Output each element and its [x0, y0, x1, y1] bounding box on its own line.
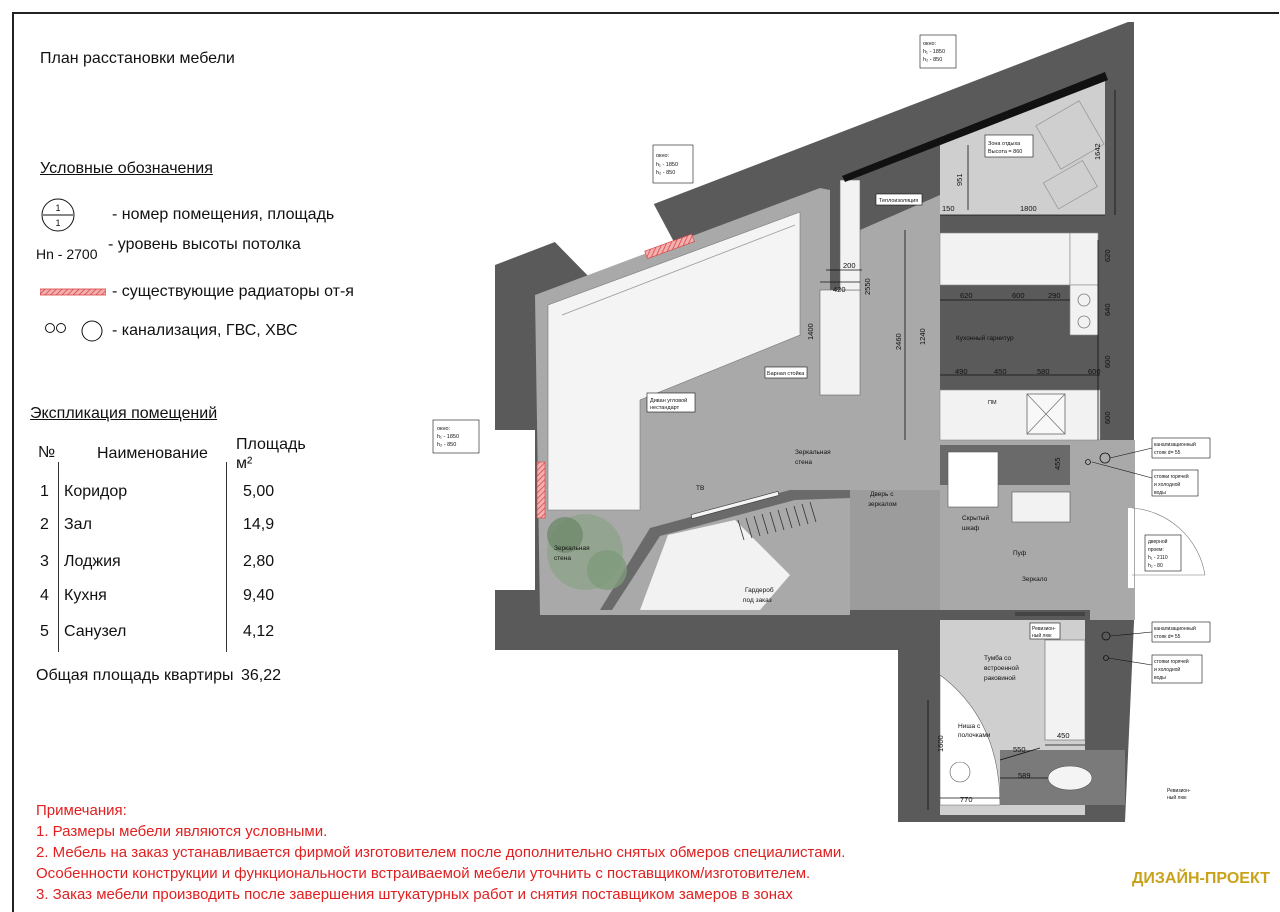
wardrobe-label: Гардероб: [745, 587, 774, 594]
revision-label: [1030, 623, 1060, 639]
mirror-wall-label: стена: [795, 459, 812, 466]
tv-label: ТВ: [696, 485, 705, 492]
svg-text:Барная стойка: Барная стойка: [767, 371, 805, 377]
svg-text:Зона отдыха: Зона отдыха: [988, 141, 1021, 147]
svg-text:620: 620: [960, 291, 973, 300]
hidden-closet-label: шкаф: [962, 525, 980, 532]
svg-text:ный люк: ный люк: [1032, 633, 1052, 639]
sofa-label: [647, 393, 695, 412]
svg-text:1642: 1642: [1093, 143, 1102, 160]
svg-text:канализационный: канализационный: [1154, 626, 1196, 632]
svg-text:1240: 1240: [918, 328, 927, 345]
shower-drain: [950, 762, 970, 782]
svg-text:стояки горячей: стояки горячей: [1154, 474, 1189, 480]
legend-room-text: - номер помещения, площадь: [112, 206, 335, 223]
kitchen-upper-counter: [1070, 233, 1098, 285]
row-no: 5: [40, 623, 49, 640]
svg-text:Высота = 860: Высота = 860: [988, 149, 1023, 155]
svg-text:Диван угловой: Диван угловой: [650, 398, 688, 404]
bathroom-wall: [1085, 620, 1125, 680]
svg-text:стояки горячей: стояки горячей: [1154, 659, 1189, 665]
svg-text:канализационный: канализационный: [1154, 442, 1196, 448]
toilet: [1048, 766, 1092, 790]
mirror-door-label: Дверь с: [870, 491, 894, 498]
room-symbol-bottom: 1: [55, 218, 61, 228]
row-no: 2: [40, 516, 49, 533]
mirror-strip: [1015, 612, 1085, 616]
svg-text:770: 770: [960, 795, 973, 804]
revision-right-label: ный люк: [1167, 795, 1187, 801]
svg-text:окно:: окно:: [437, 426, 451, 432]
row-name: Коридор: [64, 483, 128, 500]
svg-text:580: 580: [1037, 367, 1050, 376]
svg-text:воды: воды: [1154, 675, 1166, 681]
svg-text:640: 640: [1103, 303, 1112, 316]
sink-cabinet-label: Тумба со: [984, 655, 1012, 662]
legend-heading: Условные обозначения: [40, 160, 213, 177]
door-opening: [1128, 508, 1134, 588]
svg-text:и холодной: и холодной: [1154, 482, 1181, 488]
svg-text:h₂ - 850: h₂ - 850: [437, 442, 457, 448]
pouf-label: Пуф: [1013, 550, 1027, 557]
row-no: 1: [40, 483, 49, 500]
bar-pillar: [840, 180, 860, 290]
svg-text:951: 951: [955, 173, 964, 186]
svg-text:600: 600: [1103, 355, 1112, 368]
note-line: 2. Мебель на заказ устанавливается фирмой изготовителем после дополнительно снятых обмеров специалистами.: [36, 844, 846, 861]
svg-text:и холодной: и холодной: [1154, 667, 1181, 673]
svg-text:h₂ - 850: h₂ - 850: [656, 170, 676, 176]
total-value: 36,22: [241, 667, 282, 684]
brand-label: ДИЗАЙН-ПРОЕКТ: [1132, 870, 1270, 887]
explication-heading: Экспликация помещений: [30, 405, 218, 422]
svg-text:550: 550: [1013, 745, 1026, 754]
mirror-wall-left-label: Зеркальная: [554, 545, 590, 552]
svg-text:420: 420: [833, 285, 846, 294]
hidden-closet: [948, 452, 998, 507]
mirror-label: Зеркало: [1022, 576, 1048, 583]
svg-text:589: 589: [1018, 771, 1031, 780]
window-label-left: [433, 420, 479, 453]
svg-text:стояк d= 55: стояк d= 55: [1154, 634, 1181, 640]
svg-text:окно:: окно:: [656, 153, 670, 159]
svg-text:2460: 2460: [894, 333, 903, 350]
radiator: [537, 462, 545, 518]
col-area-1: Площадь: [236, 436, 306, 453]
door-callout: [1145, 535, 1181, 571]
kitchen-stove: [1070, 285, 1098, 335]
row-name: Санузел: [64, 623, 127, 640]
svg-text:150: 150: [942, 204, 955, 213]
total-label: Общая площадь квартиры: [36, 667, 234, 684]
kitchen-lower-counter: [940, 390, 1100, 440]
svg-text:Теплоизоляция: Теплоизоляция: [879, 198, 919, 204]
row-area: 5,00: [243, 483, 275, 500]
bar-counter: [820, 290, 860, 395]
pouf: [1012, 492, 1070, 522]
wardrobe-label: под заказ: [743, 597, 772, 604]
row-name: Лоджия: [64, 553, 121, 570]
row-name: Кухня: [64, 587, 107, 604]
svg-text:600: 600: [1103, 411, 1112, 424]
svg-text:620: 620: [1103, 249, 1112, 262]
svg-text:стояк d= 55: стояк d= 55: [1154, 450, 1181, 456]
svg-text:нестандарт: нестандарт: [650, 405, 680, 411]
note-line: 3. Заказ мебели производить после завершения штукатурных работ и снятия поставщиком замеров в зонах: [36, 886, 793, 903]
col-name: Наименование: [97, 445, 208, 462]
legend-radiator-text: - существующие радиаторы от-я: [112, 283, 354, 300]
row-area: 9,40: [243, 587, 275, 604]
mirror-wall-left-label: стена: [554, 555, 571, 562]
svg-text:Ревизион-: Ревизион-: [1032, 626, 1056, 632]
svg-text:1800: 1800: [1020, 204, 1037, 213]
legend-sewage-text: - канализация, ГВС, ХВС: [112, 322, 298, 339]
svg-text:h₁ - 2110: h₁ - 2110: [1148, 555, 1168, 561]
svg-text:h₂ - 80: h₂ - 80: [1148, 563, 1163, 569]
row-name: Зал: [64, 516, 92, 533]
svg-text:h₂ - 850: h₂ - 850: [923, 57, 943, 63]
mirror-door-label: зеркалом: [868, 501, 897, 508]
svg-text:450: 450: [994, 367, 1007, 376]
rest-zone-label: [985, 135, 1033, 157]
svg-text:490: 490: [955, 367, 968, 376]
svg-text:290: 290: [1048, 291, 1061, 300]
pm-label: ПМ: [988, 400, 997, 406]
row-area: 4,12: [243, 623, 275, 640]
mirror-wall-label: Зеркальная: [795, 449, 831, 456]
kitchen-set-label: Кухонный гарнитур: [956, 335, 1014, 342]
legend-ceiling-text: - уровень высоты потолка: [108, 236, 301, 253]
sink-cabinet-label: встроенной: [984, 665, 1019, 672]
note-line: 1. Размеры мебели являются условными.: [36, 823, 328, 840]
svg-text:450: 450: [1057, 731, 1070, 740]
svg-text:воды: воды: [1154, 490, 1166, 496]
col-area-2: м²: [236, 455, 253, 472]
corridor-floor: [850, 490, 940, 610]
svg-text:h₁ - 1850: h₁ - 1850: [656, 162, 679, 168]
window-label-mid: [653, 145, 693, 183]
svg-text:проем:: проем:: [1148, 547, 1164, 553]
page-title: План расстановки мебели: [40, 50, 235, 67]
insulation-label: [876, 194, 922, 205]
svg-text:600: 600: [1088, 367, 1101, 376]
svg-text:1600: 1600: [936, 735, 945, 752]
svg-text:окно:: окно:: [923, 41, 937, 47]
niche-label: Ниша с: [958, 723, 981, 730]
ceiling-code: Hn - 2700: [36, 246, 98, 262]
window-label-top: [920, 35, 956, 68]
sink-cabinet-label: раковиной: [984, 675, 1016, 682]
svg-text:600: 600: [1012, 291, 1025, 300]
svg-text:1400: 1400: [806, 323, 815, 340]
sink-cabinet: [1045, 640, 1085, 740]
row-no: 4: [40, 587, 49, 604]
kitchen-upper-counter: [940, 233, 1070, 285]
svg-text:455: 455: [1053, 457, 1062, 470]
revision-right-label: Ревизион-: [1167, 788, 1191, 794]
svg-text:дверной: дверной: [1148, 539, 1168, 545]
bar-label: [765, 367, 807, 378]
window-opening: [495, 430, 535, 590]
svg-text:h₁ - 1850: h₁ - 1850: [923, 49, 946, 55]
svg-text:2550: 2550: [863, 278, 872, 295]
row-area: 2,80: [243, 553, 275, 570]
hidden-closet-label: Скрытый: [962, 515, 990, 522]
col-no: №: [38, 444, 56, 461]
svg-text:200: 200: [843, 261, 856, 270]
row-area: 14,9: [243, 516, 275, 533]
notes-heading: Примечания:: [36, 802, 127, 819]
niche-label: полочками: [958, 732, 991, 739]
room-symbol-top: 1: [55, 203, 61, 213]
note-line: Особенности конструкции и функциональности встраиваемой мебели уточнить с поставщиком/изготовителем.: [36, 865, 811, 882]
svg-text:h₁ - 1850: h₁ - 1850: [437, 434, 460, 440]
row-no: 3: [40, 553, 49, 570]
